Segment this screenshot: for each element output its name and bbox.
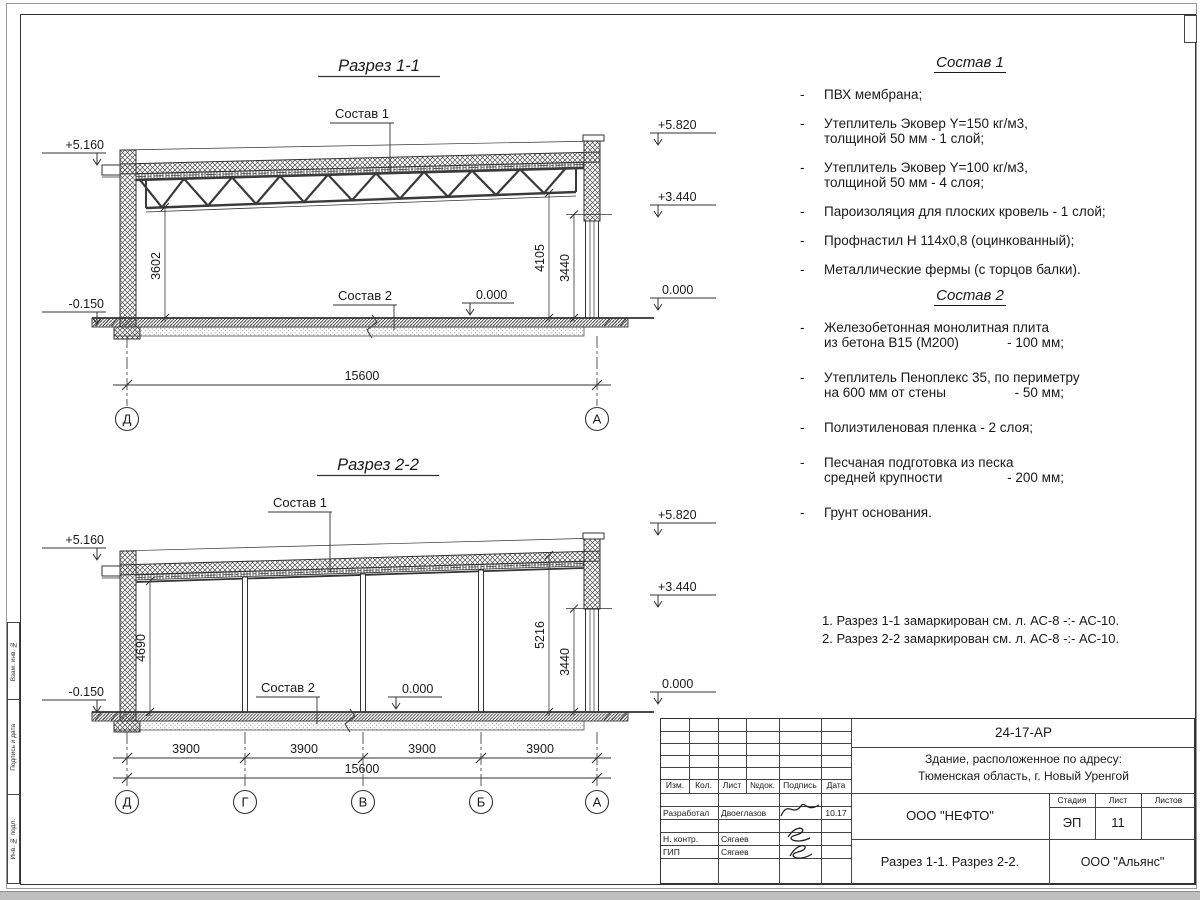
- list-item-text: Утеплитель Пеноплекс 35, по периметру: [824, 370, 1080, 385]
- dimension-label: 15600: [344, 762, 380, 776]
- list-item-text: толщиной 50 мм - 1 слой;: [824, 131, 985, 146]
- tb-stage-header: Стадия: [1057, 795, 1087, 805]
- tb-header-sign: Подпись: [783, 780, 817, 790]
- tb-header-izm: Изм.: [665, 780, 685, 790]
- list-bullet: -: [800, 160, 805, 175]
- tb-sheets-header: Листов: [1154, 795, 1183, 805]
- sostav2-callout-label: Состав 2: [261, 680, 315, 695]
- tb-name: Сягаев: [721, 834, 749, 844]
- list-bullet: -: [800, 116, 805, 131]
- note-line: 2. Разрез 2-2 замаркирован см. л. АС-8 -:- АС-10.: [822, 630, 1120, 646]
- dimension-label: 3900: [526, 742, 554, 756]
- list-bullet: -: [800, 320, 805, 335]
- section-2-2-title: Разрез 2-2: [337, 456, 419, 474]
- elevation-mark-label: -0.150: [68, 297, 104, 311]
- list-bullet: -: [800, 505, 805, 520]
- elevation-mark-label: +5.160: [65, 138, 104, 152]
- tb-date-value: 10.17: [825, 808, 847, 818]
- list-item-value: - 50 мм;: [1014, 385, 1064, 400]
- dimension-label: 4690: [134, 634, 148, 662]
- elevation-mark-label: +5.820: [658, 508, 697, 522]
- sostav2-title-text: Состав 2: [936, 287, 1004, 304]
- list-item-text: средней крупности: [824, 470, 943, 485]
- tb-header-doc: №док.: [750, 780, 775, 790]
- sostav2-list-title: [800, 288, 1140, 303]
- dimension-label: 3900: [290, 742, 318, 756]
- list-item-text: Утеплитель Эковер Y=150 кг/м3,: [824, 116, 1028, 131]
- sostav1-list-title: [800, 55, 1140, 70]
- elevation-mark-label: +3.440: [658, 190, 697, 204]
- tb-header-kol: Кол.: [695, 780, 712, 790]
- note-line: 1. Разрез 1-1 замаркирован см. л. АС-8 -:- АС-10.: [822, 613, 1120, 628]
- list-item: [800, 116, 1140, 146]
- elevation-mark-label: 0.000: [476, 288, 508, 302]
- list-bullet: -: [800, 370, 805, 385]
- list-bullet: -: [800, 233, 805, 248]
- list-item-text: Профнастил Н 114х0,8 (оцинкованный);: [824, 233, 1075, 248]
- dimension-label: 3900: [408, 742, 436, 756]
- side-stamp-label: Взам. инв. №: [10, 640, 17, 682]
- corner-stamp-box: [1184, 15, 1197, 43]
- list-item: [800, 505, 1140, 520]
- axis-bubble-label: А: [592, 794, 602, 810]
- side-stamp-label: Инв. № подл.: [10, 818, 17, 860]
- list-item-text: Песчаная подготовка из песка: [824, 455, 1014, 470]
- side-stamp-inv: [7, 794, 20, 884]
- tb-contractor: ООО "Альянс": [1080, 855, 1165, 869]
- axis-bubble-label: А: [592, 411, 602, 427]
- elevation-mark-label: 0.000: [662, 677, 694, 691]
- list-item-text: Полиэтиленовая пленка - 2 слоя;: [824, 420, 1034, 435]
- list-item-text: Утеплитель Эковер Y=100 кг/м3,: [824, 160, 1028, 175]
- list-bullet: -: [800, 455, 805, 470]
- dimension-label: 3900: [172, 742, 200, 756]
- axis-bubble-label: Д: [122, 411, 132, 427]
- side-stamp-vzam: [7, 622, 20, 700]
- list-item-value: - 200 мм;: [1007, 470, 1064, 485]
- side-stamp-podpis: [7, 699, 20, 795]
- sostav1-callout-label: Состав 1: [335, 106, 389, 121]
- list-item: [800, 420, 1140, 435]
- tb-stage-value: ЭП: [1062, 815, 1082, 830]
- tb-sheet-value: 11: [1111, 815, 1125, 830]
- tb-name: Сягаев: [721, 847, 749, 857]
- section-1-1-title: Разрез 1-1: [338, 57, 420, 75]
- sostav1-title-text: Состав 1: [936, 54, 1004, 71]
- sheet-notes: [822, 612, 1119, 647]
- list-bullet: -: [800, 420, 805, 435]
- axis-bubble-label: Г: [241, 794, 249, 810]
- list-bullet: -: [800, 87, 805, 102]
- section-1-1-drawing: [30, 40, 730, 440]
- list-item-text: Пароизоляция для плоских кровель - 1 слой;: [824, 204, 1106, 219]
- sostav1-callout-label: Состав 1: [273, 495, 327, 510]
- list-item: [800, 160, 1140, 190]
- dimension-label: 15600: [344, 369, 380, 383]
- signature-scribble: [780, 823, 820, 865]
- list-item: [800, 455, 1140, 485]
- elevation-mark-label: +5.160: [65, 533, 104, 547]
- axis-bubble-label: Д: [122, 794, 132, 810]
- dimension-label: 5216: [533, 621, 547, 649]
- axis-bubble-label: В: [358, 794, 368, 810]
- list-item-text: Железобетонная монолитная плита: [824, 320, 1050, 335]
- section-2-2-drawing: [30, 445, 730, 865]
- dimension-label: 3440: [558, 648, 572, 676]
- tb-role: ГИП: [663, 847, 680, 857]
- list-bullet: -: [800, 262, 805, 277]
- list-bullet: -: [800, 204, 805, 219]
- tb-object-name-line1: Здание, расположенное по адресу:: [924, 752, 1123, 766]
- sostav2-callout-label: Состав 2: [338, 288, 392, 303]
- tb-header-list: Лист: [722, 780, 742, 790]
- axis-bubble-label: Б: [476, 794, 486, 810]
- tb-doc-number: 24-17-АР: [994, 725, 1053, 740]
- tb-sheet-title: Разрез 1-1. Разрез 2-2.: [880, 854, 1020, 869]
- tb-header-date: Дата: [826, 780, 846, 790]
- list-item-value: - 100 мм;: [1007, 335, 1064, 350]
- list-item-text: из бетона В15 (М200): [824, 335, 959, 350]
- list-item: [800, 262, 1140, 277]
- tb-name: Двоеглазов: [721, 808, 767, 818]
- list-item-text: Грунт основания.: [824, 505, 932, 520]
- list-item-text: толщиной 50 мм - 4 слоя;: [824, 175, 984, 190]
- tb-sheet-header: Лист: [1108, 795, 1128, 805]
- tb-role: Н. контр.: [663, 834, 699, 844]
- dimension-label: 3602: [149, 252, 163, 280]
- side-stamp-label: Подпись и дата: [10, 723, 17, 771]
- list-item: [800, 233, 1140, 248]
- list-item: [800, 320, 1140, 350]
- elevation-mark-label: -0.150: [68, 685, 104, 699]
- tb-object-name-line2: Тюменская область, г. Новый Уренгой: [918, 769, 1129, 783]
- sostav1-list: [800, 55, 1140, 291]
- list-item: [800, 370, 1140, 400]
- list-item-text: Металлические фермы (с торцов балки).: [824, 262, 1081, 277]
- list-item: [800, 87, 1140, 102]
- signature-scribble: [778, 797, 822, 821]
- sostav2-list: [800, 288, 1140, 540]
- tb-company: ООО "НЕФТО": [906, 808, 994, 823]
- elevation-mark-label: 0.000: [402, 682, 434, 696]
- list-item-text: на 600 мм от стены: [824, 385, 946, 400]
- dimension-label: 4105: [533, 244, 547, 272]
- list-item-text: ПВХ мембрана;: [824, 87, 923, 102]
- tb-role: Разработал: [663, 808, 710, 818]
- elevation-mark-label: +5.820: [658, 118, 697, 132]
- scan-edge-strip: [0, 891, 1200, 900]
- elevation-mark-label: +3.440: [658, 580, 697, 594]
- side-stamp-column: [7, 622, 20, 884]
- title-block: [660, 718, 1195, 884]
- dimension-label: 3440: [558, 254, 572, 282]
- elevation-mark-label: 0.000: [662, 283, 694, 297]
- list-item: [800, 204, 1140, 219]
